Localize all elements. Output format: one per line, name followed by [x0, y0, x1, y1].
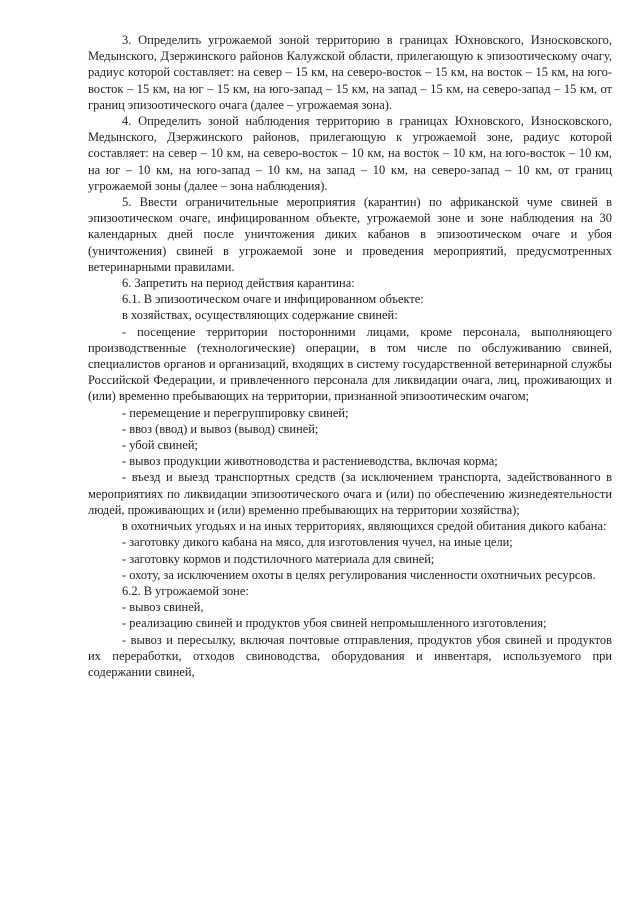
- list-item: - ввоз (ввод) и вывоз (вывод) свиней;: [122, 421, 319, 436]
- hunting-grounds-intro: в охотничьих угодьях и на иных территориях, являющихся средой обитания дикого кабана:: [122, 519, 607, 534]
- list-item: - вывоз и пересылку, включая почтовые отправления, продуктов убоя свиней и продуктов их переработки, отходов свиноводства, оборудования и инвентаря, используемого при содержании свиней,: [88, 632, 612, 679]
- list-item: - охоту, за исключением охоты в целях регулирования численности охотничьих ресурсов.: [122, 567, 596, 582]
- list-item: - заготовку дикого кабана на мясо, для изготовления чучел, на иные цели;: [122, 535, 513, 550]
- paragraph-6-2-heading: 6.2. В угрожаемой зоне:: [122, 583, 249, 598]
- farms-intro: в хозяйствах, осуществляющих содержание свиней:: [122, 308, 398, 323]
- paragraph-6-1-heading: 6.1. В эпизоотическом очаге и инфицированном объекте:: [122, 292, 424, 307]
- list-item: - вывоз продукции животноводства и растениеводства, включая корма;: [122, 454, 498, 469]
- paragraph-5-quarantine: 5. Ввести ограничительные мероприятия (карантин) по африканской чуме свиней в эпизоотическом очаге, инфицированном объекте, угрожаемой зоне и зоне наблюдения на 30 календарных дней после уничтожения диких кабанов в эпизоотическом очаге и убоя (уничтожения) свиней в угрожаемой зоне и проведения мероприятий, предусмотренных ветеринарными правилами.: [88, 195, 612, 274]
- list-item: - заготовку кормов и подстилочного материала для свиней;: [122, 551, 435, 566]
- paragraph-6-prohibitions: 6. Запретить на период действия карантина:: [122, 276, 355, 291]
- list-item: - въезд и выезд транспортных средств (за исключением транспорта, задействованного в мероприятиях по ликвидации эпизоотического очага и (или) по обеспечению жизнедеятельности людей, проживающих и (или) временно пребывающих на территории хозяйства);: [88, 470, 612, 517]
- list-item: - посещение территории посторонними лицами, кроме персонала, выполняющего производственные (технологические) операции, в том числе по обслуживанию свиней, специалистов органов и организаций, входящих в систему государственной ветеринарной службы Российской Федерации, и привлеченного персонала для ликвидации очага, лиц, проживающих и (или) временно пребывающих на территории, признанной эпизоотическим очагом;: [88, 324, 612, 404]
- list-item: - реализацию свиней и продуктов убоя свиней непромышленного изготовления;: [122, 616, 547, 631]
- paragraph-4-observation-zone: 4. Определить зоной наблюдения территорию в границах Юхновского, Износковского, Медынского, Дзержинского районов, прилегающую к угрожаемой зоне, радиус которой составляет: на север – 10 км, на северо-восток – 10 км, на восток – 10 км, на юго-восток – 10 км, на юг – 10 км, на юго-запад – 10 км, на запад – 10 км, на северо-запад – 10 км, от границ угрожаемой зоны (далее – зона наблюдения).: [88, 114, 612, 193]
- list-item: - перемещение и перегруппировку свиней;: [122, 405, 349, 420]
- list-item: - вывоз свиней,: [122, 600, 204, 615]
- list-item: - убой свиней;: [122, 438, 198, 453]
- paragraph-3-threatened-zone: 3. Определить угрожаемой зоной территорию в границах Юхновского, Износковского, Медынского, Дзержинского районов Калужской области, прилегающую к эпизоотическому очагу, радиус которой составляет: на север – 15 км, на северо-восток – 15 км, на восток – 15 км, на юго-восток – 15 км, на юг – 15 км, на юго-запад – 15 км, на запад – 15 км, на северо-запад – 15 км, от границ эпизоотического очага (далее – угрожаемая зона).: [88, 33, 612, 112]
